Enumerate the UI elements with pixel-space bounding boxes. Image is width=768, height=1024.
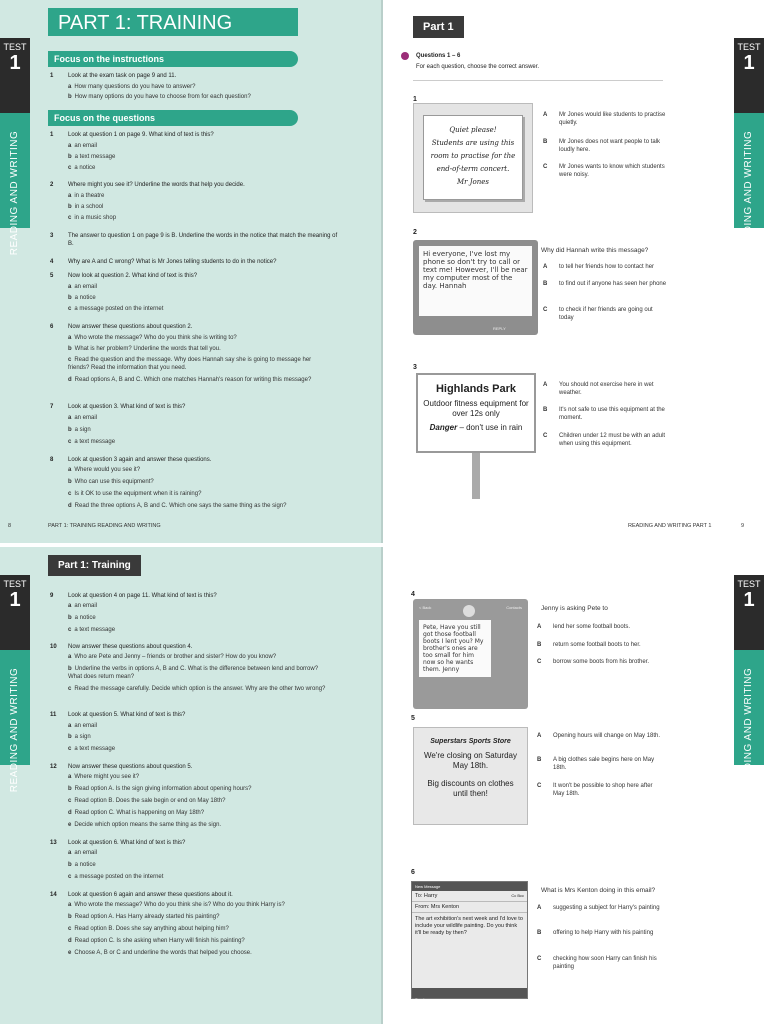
option-a: A lend her some football boots. <box>537 624 631 630</box>
sub-item: a How many questions do you have to answer? <box>68 84 196 90</box>
item-number: 5 <box>411 715 415 722</box>
page-footer: READING AND WRITING PART 1 <box>628 523 712 529</box>
sub-item: b a notice <box>68 862 96 868</box>
page-9 <box>383 0 768 543</box>
sub-item: c a text message <box>68 746 116 752</box>
question-stem: What is Mrs Kenton doing in this email? <box>541 887 656 894</box>
sub-item: b Underline the verbs in options A, B and C. What is the difference between lend and borrow? What does return mean? <box>68 666 319 680</box>
reply-label: REPLY <box>493 326 506 331</box>
sign-title: Superstars Sports Store <box>430 738 511 745</box>
email-body: The art exhibition's next week and I'd love to include your wildlife painting. Do you think it'll be ready by then? <box>415 916 523 936</box>
option-b: B A big clothes sale begins here on May 18th. <box>537 757 655 771</box>
send-button[interactable]: Send <box>415 997 425 1002</box>
page-title: PART 1: TRAINING <box>48 8 298 36</box>
sign-line: We're closing on Saturday May 18th. <box>424 751 517 770</box>
sub-item: a an email <box>68 850 98 856</box>
item-number: 3 <box>413 364 417 371</box>
sub-item: e Choose A, B or C and underline the words that helped you choose. <box>68 950 252 956</box>
option-a: A You should not exercise here in wet weather. <box>543 382 654 396</box>
option-c: C to check if her friends are going out today <box>543 307 653 321</box>
sub-item: b What is her problem? Underline the words that tell you. <box>68 346 221 352</box>
question-stem: Jenny is asking Pete to <box>541 605 608 612</box>
test-tab-left <box>0 38 30 256</box>
sub-item: a Where might you see it? <box>68 774 140 780</box>
option-b: B offering to help Harry with his painting <box>537 930 654 936</box>
page-footer: PART 1: TRAINING READING AND WRITING <box>48 523 161 529</box>
sub-item: c a notice <box>68 165 96 171</box>
sub-item: c Read option B. Does she say anything about helping him? <box>68 926 229 932</box>
forum-message <box>413 240 538 335</box>
option-c: C borrow some boots from his brother. <box>537 659 650 665</box>
sub-item: b a notice <box>68 295 96 301</box>
divider <box>413 80 663 81</box>
test-tab-left: TEST 1 READING AND WRITING <box>0 575 30 765</box>
sub-item: c in a music shop <box>68 215 117 221</box>
tab-test-number: 1 <box>9 52 21 74</box>
item-number: 6 <box>411 869 415 876</box>
phone-header <box>419 605 522 617</box>
tab-test-label: TEST <box>3 42 27 52</box>
sub-item: c Read the question and the message. Why does Hannah say she is going to message her friends? Read the information that you need. <box>68 357 312 371</box>
section-heading-instructions: Focus on the instructions <box>48 51 298 67</box>
sub-item: a Who wrote the message? Who do you think she is? Who do you think Harry is? <box>68 902 285 908</box>
sub-item: a an email <box>68 143 98 149</box>
page-number: 9 <box>741 523 745 529</box>
page-11 <box>383 547 768 1024</box>
sign-line: Outdoor fitness equipment for over 12s only <box>423 399 529 418</box>
section-heading-questions: Focus on the questions <box>48 110 298 126</box>
sub-item: a an email <box>68 415 98 421</box>
option-a: A Opening hours will change on May 18th. <box>537 733 661 739</box>
sub-item: a in a theatre <box>68 193 105 199</box>
notice-card: Quiet please! Students are using this room to practise for the end-of-term concert. Mr Jones <box>423 115 523 200</box>
sub-item: d Read option C. Is she asking when Harry will finish his painting? <box>68 938 245 944</box>
phone-text-message <box>413 599 528 709</box>
option-b: B return some football boots to her. <box>537 642 641 648</box>
sign-line: Big discounts on clothes until then! <box>427 779 514 798</box>
question-stem: Why did Hannah write this message? <box>541 247 649 254</box>
option-c: C checking how soon Harry can finish his painting <box>537 956 657 970</box>
item-number: 4 <box>411 591 415 598</box>
park-sign <box>416 373 536 453</box>
sub-item: b Read option A. Is the sign giving information about opening hours? <box>68 786 252 792</box>
page-number: 8 <box>8 523 12 529</box>
sub-item: d Read option C. What is happening on May 18th? <box>68 810 205 816</box>
sub-item: c a text message <box>68 627 116 633</box>
sub-item: a an email <box>68 723 98 729</box>
sub-item: a an email <box>68 284 98 290</box>
sub-item: e Decide which option means the same thing as the sign. <box>68 822 222 828</box>
option-c: C Mr Jones wants to know which students were noisy. <box>543 164 665 178</box>
sign-post <box>472 453 480 499</box>
sub-item: b Read option A. Has Harry already started his painting? <box>68 914 220 920</box>
item-number: 1 <box>413 96 417 103</box>
contacts-button: Contacts <box>506 605 522 610</box>
sub-item: b a sign <box>68 427 91 433</box>
email-to: To: Harry Cc Bcc <box>412 891 527 902</box>
sub-item: b Who can use this equipment? <box>68 479 154 485</box>
part-label: Part 1 <box>413 16 464 38</box>
test-tab-right: TEST 1 READING AND WRITING <box>734 575 764 765</box>
play-icon <box>401 52 409 60</box>
test-tab-right: TEST 1 READING AND WRITING <box>734 38 764 228</box>
email-header: New Message <box>412 882 527 891</box>
sub-item: b a notice <box>68 615 96 621</box>
sub-item: b a sign <box>68 734 91 740</box>
sub-item: d Read the three options A, B and C. Which one says the same thing as the sign? <box>68 503 287 509</box>
contact-avatar-icon <box>463 605 475 617</box>
sub-item: a an email <box>68 603 98 609</box>
sub-item: c a text message <box>68 439 116 445</box>
option-a: A suggesting a subject for Harry's painting <box>537 905 660 911</box>
sub-item: a Where would you see it? <box>68 467 141 473</box>
option-b: B Mr Jones does not want people to talk loudly here. <box>543 139 661 153</box>
page-title: Part 1: Training <box>48 555 141 576</box>
shop-sign <box>413 727 528 825</box>
sub-item: a Who are Pete and Jenny – friends or brother and sister? How do you know? <box>68 654 277 660</box>
sub-item: a Who wrote the message? Who do you think she is writing to? <box>68 335 237 341</box>
option-a: A Mr Jones would like students to practise quietly. <box>543 112 666 126</box>
spread-pages-10-11 <box>0 547 768 1024</box>
message-text: Hi everyone, I've lost my phone so don't try to call or text me! However, I'll be near my computer most of the day. Hannah <box>419 246 532 316</box>
option-c: C It won't be possible to shop here after May 18th. <box>537 783 653 797</box>
sub-item: b in a school <box>68 204 104 210</box>
instruction-text: For each question, choose the correct answer. <box>416 64 540 70</box>
sign-title: Highlands Park <box>435 383 517 395</box>
sub-item: c a message posted on the internet <box>68 306 164 312</box>
email-window <box>411 881 528 1002</box>
sub-item: c Read option B. Does the sale begin or end on May 18th? <box>68 798 226 804</box>
sub-item: b a text message <box>68 154 116 160</box>
email-toolbar <box>412 988 527 1002</box>
tab-section-label: READING AND WRITING <box>9 130 20 256</box>
page-8: TEST 1 READING AND WRITING PART 1: TRAINING Focus on the instructions 1 Look at the exam task on page 9 and 11. a How many questions do you have to answer? b How many options do you have to choose from for each question? Focus on the questions 1 Look at question 1 on page 9. What kind of text is this? a an email b a text message c a notice 2 Where might you see it? Underline the words that help you decide. a in a theatre b in a school c in a music shop 3 The answer to question 1 on page 9 is B. Underline the words in the notice that match the meaning of B. 4 Why are A and C wrong? What is Mr Jones telling students to do in the notice? 5 Now look at question 2. What kind of text is this? a an email b a notice c a message posted on the internet 6 Now answer these questions about question 2. a Who wrote the message? Who do you think she is writing to? b What is her problem? Underline the words that tell you. c Read the question and the message. Why does Hannah say she is going to message her friends? Read the information that you need. d Read options A, B and C. Which one matches Hannah's reason for writing this message? 7 Look at question 3. What kind of text is this? a an email b a sign c a text message 8 Look at question 3 again and answer these questions. a Where would you see it? b Who can use this equipment? c Is it OK to use the equipment when it is raining? d Read the three options A, B and C. Which one says the same thing as the sign? 8 PART 1: TRAINING READING AND WRITING <box>0 0 383 543</box>
questions-header: Questions 1 – 6 <box>416 53 461 59</box>
sub-item: b How many options do you have to choose from for each question? <box>68 94 251 100</box>
option-a: A to tell her friends how to contact her <box>543 264 655 270</box>
option-b: B to find out if anyone has seen her phone <box>543 281 667 287</box>
sub-item: d Read options A, B and C. Which one matches Hannah's reason for writing this message? <box>68 377 312 383</box>
sub-item: c a message posted on the internet <box>68 874 164 880</box>
option-c: C Children under 12 must be with an adult when using this equipment. <box>543 433 666 447</box>
email-from: From: Mrs Kenton <box>412 902 527 913</box>
option-b: B It's not safe to use this equipment at the moment. <box>543 407 665 421</box>
sub-item: c Read the message carefully. Decide which option is the answer. Why are the other two wrong? <box>68 686 326 692</box>
sign-danger: Danger – don't use in rain <box>429 423 523 432</box>
back-button: < Back <box>419 605 432 610</box>
sub-item: c Is it OK to use the equipment when it is raining? <box>68 491 202 497</box>
message-text: Pete, Have you still got those football boots I lent you? My brother's ones are too small for him now so he wants them. Jenny <box>419 620 491 677</box>
item-number: 2 <box>413 229 417 236</box>
page-10: TEST 1 READING AND WRITING Part 1: Training 9 Look at question 4 on page 11. What kind of text is this? a an email b a notice c a text message 10 Now answer these questions about question 4. a Who are Pete and Jenny – friends or brother and sister? How do you know? b Underline the verbs in options A, B and C. What is the difference between lend and borrow? What does return mean? c Read the message carefully. Decide which option is the answer. Why are the other two wrong? 11 Look at question 5. What kind of text is this? a an email b a sign c a text message 12 Now answer these questions about question 5. a Where might you see it? b Read option A. Is the sign giving information about opening hours? c Read option B. Does the sale begin or end on May 18th? d Read option C. What is happening on May 18th? e Decide which option means the same thing as the sign. 13 Look at question 6. What kind of text is this? a an email b a notice c a message posted on the internet 14 Look at question 6 again and answer these questions about it. a Who wrote the message? Who do you think she is? Who do you think Harry is? b Read option A. Has Harry already started his painting? c Read option B. Does she say anything about helping him? d Read option C. Is she asking when Harry will finish his painting? e Choose A, B or C and underline the words that helped you choose. <box>0 547 383 1024</box>
